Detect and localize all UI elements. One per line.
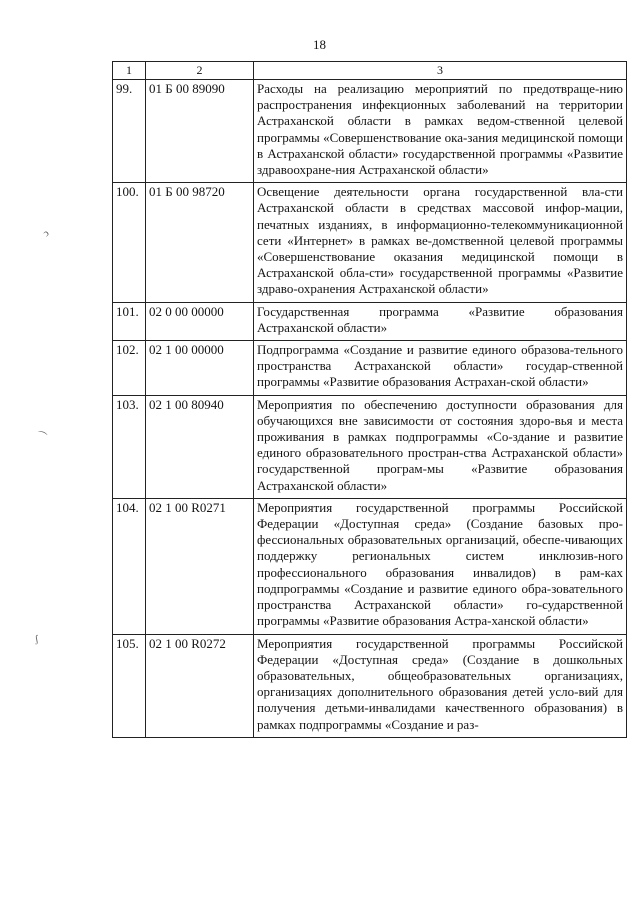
classification-code: 02 1 00 R0271 <box>146 498 254 634</box>
budget-classification-table <box>112 61 627 738</box>
row-number: 103. <box>113 395 146 498</box>
classification-code: 01 Б 00 98720 <box>146 183 254 302</box>
table-row <box>113 395 627 498</box>
column-header-3: 3 <box>254 62 627 80</box>
table-row <box>113 341 627 396</box>
row-description: Мероприятия государственной программы Российской Федерации «Доступная среда» (Создание в дошкольных образовательных, общеобразовательных организациях, организациях дополнительного образования детей усло-вий для получения детьми-инвалидами качественного образования) в рамках подпрограммы «Создание и раз- <box>254 634 627 737</box>
margin-mark: ʃ <box>34 633 40 646</box>
classification-code: 02 1 00 00000 <box>146 341 254 396</box>
row-number: 101. <box>113 302 146 340</box>
table-header-row <box>113 62 627 80</box>
row-number: 99. <box>113 80 146 183</box>
margin-mark: ⌒ <box>34 430 48 445</box>
row-number: 104. <box>113 498 146 634</box>
page-number: 18 <box>313 37 326 52</box>
classification-code: 02 1 00 80940 <box>146 395 254 498</box>
column-header-2: 2 <box>146 62 254 80</box>
row-description: Мероприятия государственной программы Российской Федерации «Доступная среда» (Создание базовых про-фессиональных образовательных организаций, обеспе-чивающих поддержку региональных систем инклюзив-ного профессионального образования инвалидов) в рам-ках подпрограммы «Создание и развитие единого обра-зовательного пространства Астраханской области» го-сударственной программы «Развитие образования Астра-ханской области» <box>254 498 627 634</box>
row-description: Подпрограмма «Создание и развитие единого образова-тельного пространства Астраханской области» государ-ственной программы «Развитие образования Астрахан-ской области» <box>254 341 627 396</box>
table-row <box>113 80 627 183</box>
row-description: Государственная программа «Развитие образования Астраханской области» <box>254 302 627 340</box>
classification-code: 01 Б 00 89090 <box>146 80 254 183</box>
table-row <box>113 183 627 302</box>
classification-code: 02 1 00 R0272 <box>146 634 254 737</box>
row-number: 102. <box>113 341 146 396</box>
table-row <box>113 498 627 634</box>
table-row <box>113 634 627 737</box>
margin-mark: ↄ <box>40 227 52 240</box>
row-number: 100. <box>113 183 146 302</box>
column-header-1: 1 <box>113 62 146 80</box>
row-description: Освещение деятельности органа государственной вла-сти Астраханской области в средствах массовой инфор-мации, печатных изданиях, в информационно-телекоммуникационной сети «Интернет» в рамках ве-домственной целевой программы «Совершенствование оказания медицинской помощи в Астраханской обла-сти» государственной программы «Развитие здраво-охранения Астраханской области» <box>254 183 627 302</box>
table-row <box>113 302 627 340</box>
row-description: Расходы на реализацию мероприятий по предотвраще-нию распространения инфекционных заболеваний на территории Астраханской области в рамках ведом-ственной целевой программы «Совершенствование ока-зания медицинской помощи в Астраханской области» государственной программы «Развитие здравоохране-ния Астраханской области» <box>254 80 627 183</box>
row-number: 105. <box>113 634 146 737</box>
row-description: Мероприятия по обеспечению доступности образования для обучающихся вне зависимости от состояния здоро-вья и места проживания в рамках подпрограммы «Со-здание и развитие единого образовательного простран-ства Астраханской области» государственной програм-мы «Развитие образования Астраханской области» <box>254 395 627 498</box>
classification-code: 02 0 00 00000 <box>146 302 254 340</box>
